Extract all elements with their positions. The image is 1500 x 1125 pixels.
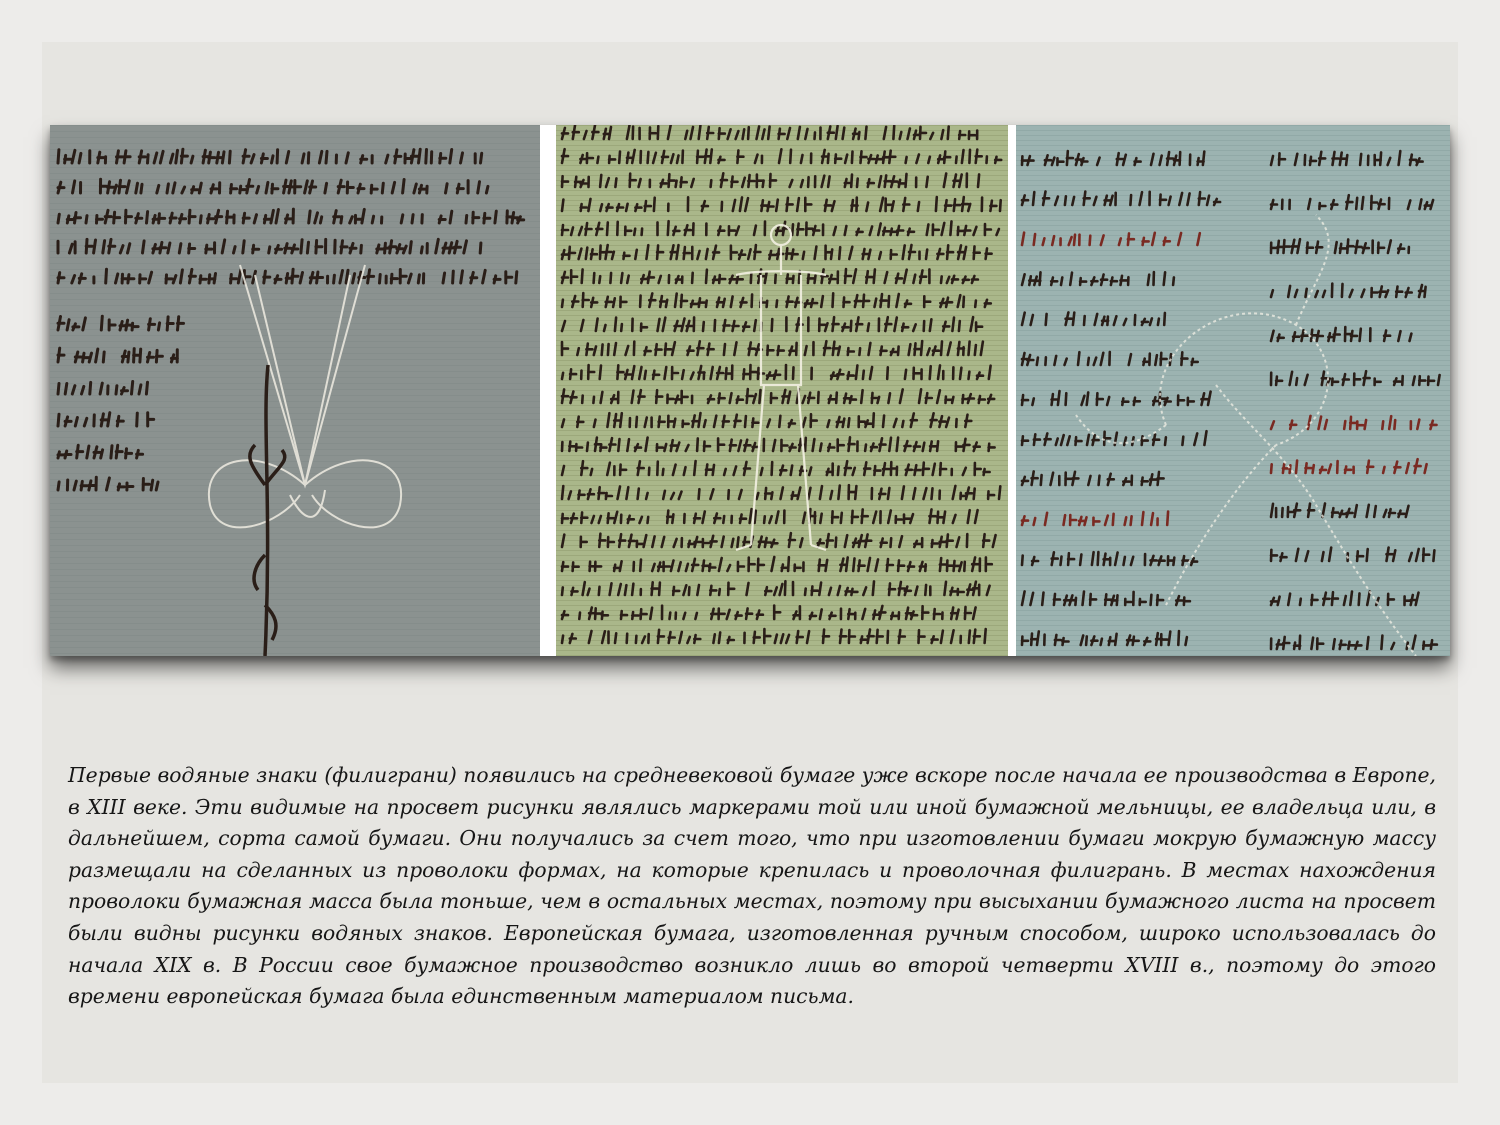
watermark-history-text: Первые водяные знаки (филиграни) появились на средневековой бумаге уже вскоре после начала ее производства в Европе, в XIII веке. Эти видимые на просвет рисунки являлись маркерами той или иной бумажной мельницы, ее владельца или, в дальнейшем, сорта самой бумаги. Они получались за счет того, что при изготовлении бумаги мокрую бумажную массу размещали на сделанных из проволоки формах, на которые крепилась и проволочная филигрань. В местах нахождения проволоки бумажная масса была тоньше, чем в остальных местах, поэтому при высыхании бумажного листа на просвет были видны рисунки водяных знаков. Европейская бумага, изготовленная ручным способом, широко использовалась до начала XIX в. В России свое бумажное производство возникло лишь во второй четверти XVIII в., поэтому до этого времени европейская бумага была единственным материалом письма. (68, 763, 1436, 1009)
manuscript-photo-3 (1016, 125, 1450, 656)
manuscript-photo-2 (556, 125, 1008, 656)
manuscript-photo-1 (50, 125, 540, 656)
manuscript-image-strip (50, 125, 1450, 656)
